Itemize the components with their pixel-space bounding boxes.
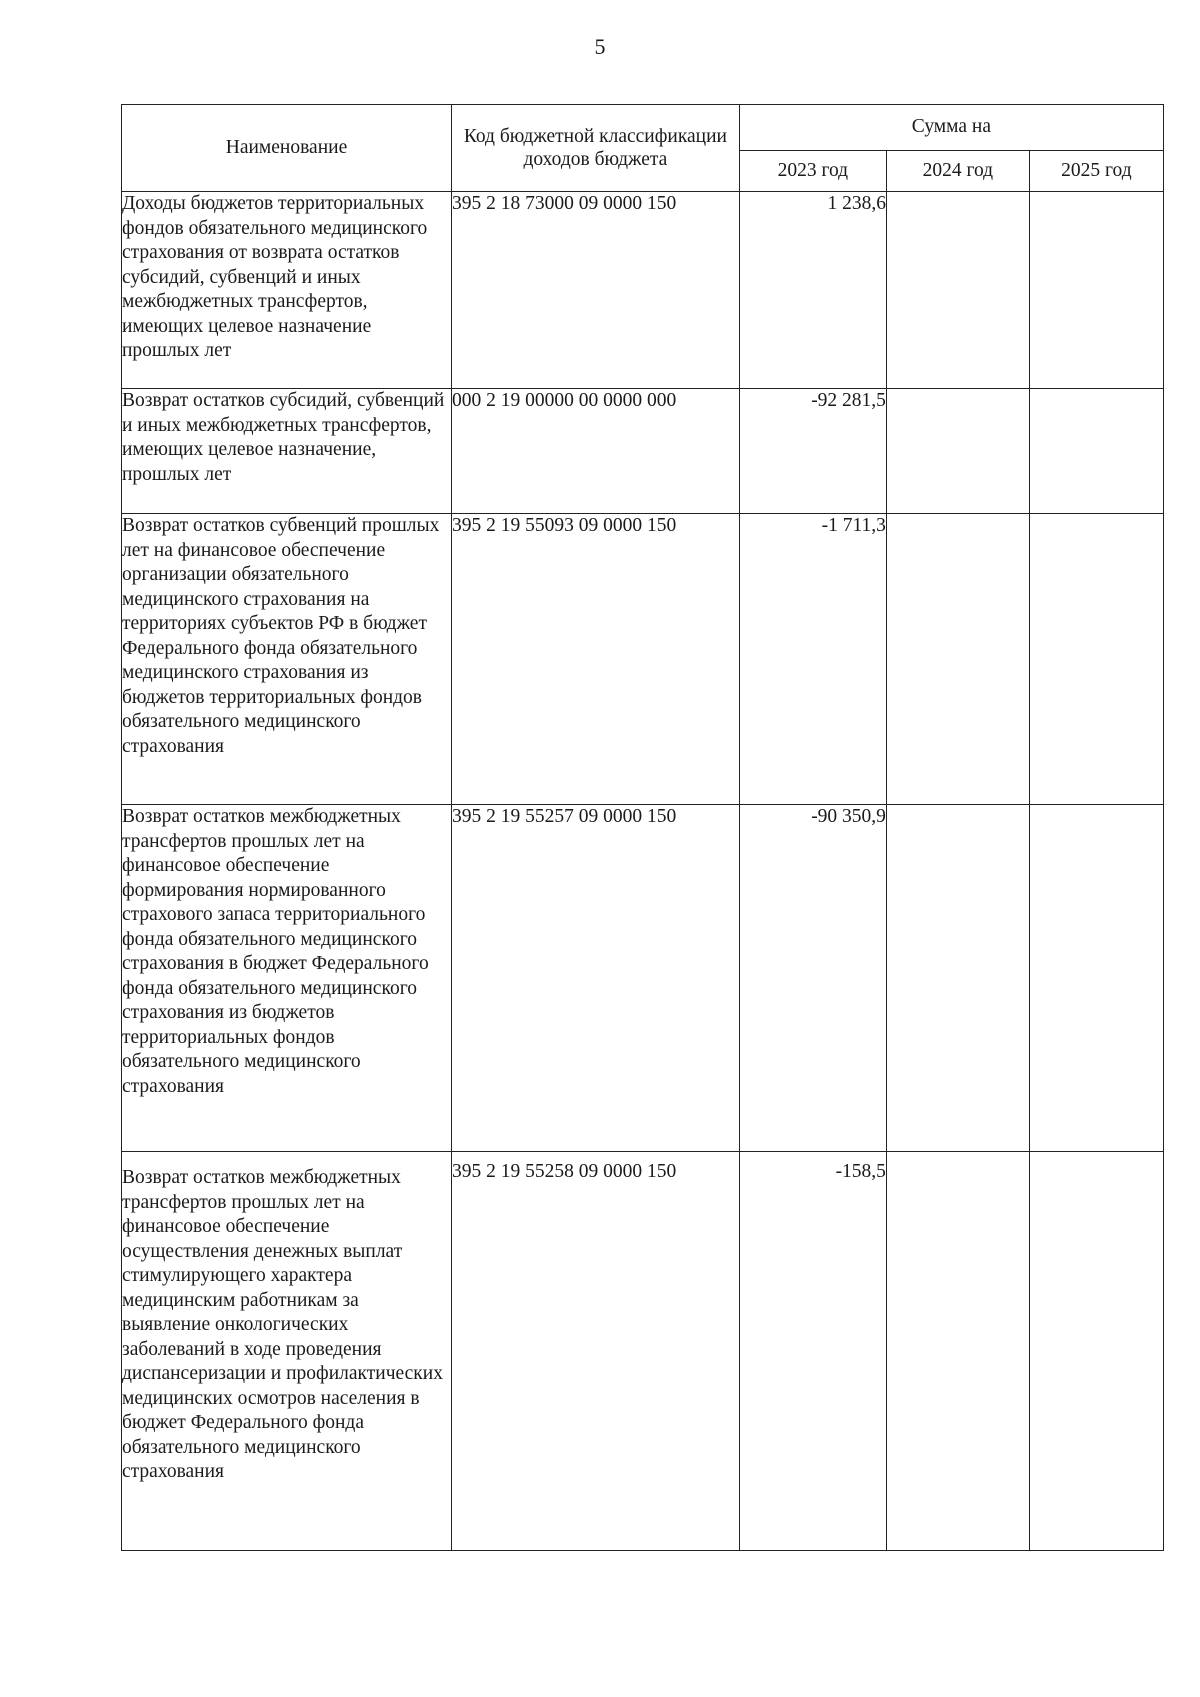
table-row	[122, 514, 1164, 805]
cell-2023: -92 281,5	[739, 389, 886, 514]
cell-code: 395 2 19 55093 09 0000 150	[452, 514, 740, 805]
page-number: 5	[594, 34, 606, 59]
cell-name: Возврат остатков межбюджетных трансфертов прошлых лет на финансовое обеспечение осуществления денежных выплат стимулирующего характера медицинским работникам за выявление онкологических заболеваний в ходе проведения диспансеризации и профилактических медицинских осмотров населения в бюджет Федерального фонда обязательного медицинского страхования	[122, 1152, 452, 1551]
cell-2023: -1 711,3	[739, 514, 886, 805]
cell-2025	[1029, 389, 1163, 514]
cell-name: Возврат остатков субвенций прошлых лет на финансовое обеспечение организации обязательного медицинского страхования на территориях субъектов РФ в бюджет Федерального фонда обязательного медицинского страхования из бюджетов территориальных фондов обязательного медицинского страхования	[122, 514, 452, 805]
cell-code: 395 2 19 55258 09 0000 150	[452, 1152, 740, 1551]
budget-revenue-table	[121, 104, 1164, 1551]
cell-2025	[1029, 514, 1163, 805]
cell-2023: -90 350,9	[739, 805, 886, 1152]
cell-2023: -158,5	[739, 1152, 886, 1551]
cell-code: 000 2 19 00000 00 0000 000	[452, 389, 740, 514]
table-row	[122, 192, 1164, 389]
header-year-2023: 2023 год	[739, 150, 886, 191]
cell-2024	[886, 1152, 1029, 1551]
cell-2023: 1 238,6	[739, 192, 886, 389]
header-year-2024: 2024 год	[886, 150, 1029, 191]
cell-2025	[1029, 1152, 1163, 1551]
table-row	[122, 1152, 1164, 1551]
header-name: Наименование	[122, 105, 452, 192]
cell-code: 395 2 19 55257 09 0000 150	[452, 805, 740, 1152]
cell-2024	[886, 192, 1029, 389]
table-row	[122, 389, 1164, 514]
cell-2024	[886, 514, 1029, 805]
cell-2025	[1029, 805, 1163, 1152]
header-sum-on: Сумма на	[739, 105, 1163, 151]
cell-name: Возврат остатков межбюджетных трансфертов прошлых лет на финансовое обеспечение формирования нормированного страхового запаса территориального фонда обязательного медицинского страхования в бюджет Федерального фонда обязательного медицинского страхования из бюджетов территориальных фондов обязательного медицинского страхования	[122, 805, 452, 1152]
table-row	[122, 805, 1164, 1152]
cell-code: 395 2 18 73000 09 0000 150	[452, 192, 740, 389]
header-year-2025: 2025 год	[1029, 150, 1163, 191]
header-budget-code: Код бюджетной классификации доходов бюджета	[452, 105, 740, 192]
cell-name: Возврат остатков субсидий, субвенций и иных межбюджетных трансфертов, имеющих целевое назначение, прошлых лет	[122, 389, 452, 514]
cell-2024	[886, 805, 1029, 1152]
cell-name: Доходы бюджетов территориальных фондов обязательного медицинского страхования от возврата остатков субсидий, субвенций и иных межбюджетных трансфертов, имеющих целевое назначение прошлых лет	[122, 192, 452, 389]
cell-2025	[1029, 192, 1163, 389]
cell-2024	[886, 389, 1029, 514]
